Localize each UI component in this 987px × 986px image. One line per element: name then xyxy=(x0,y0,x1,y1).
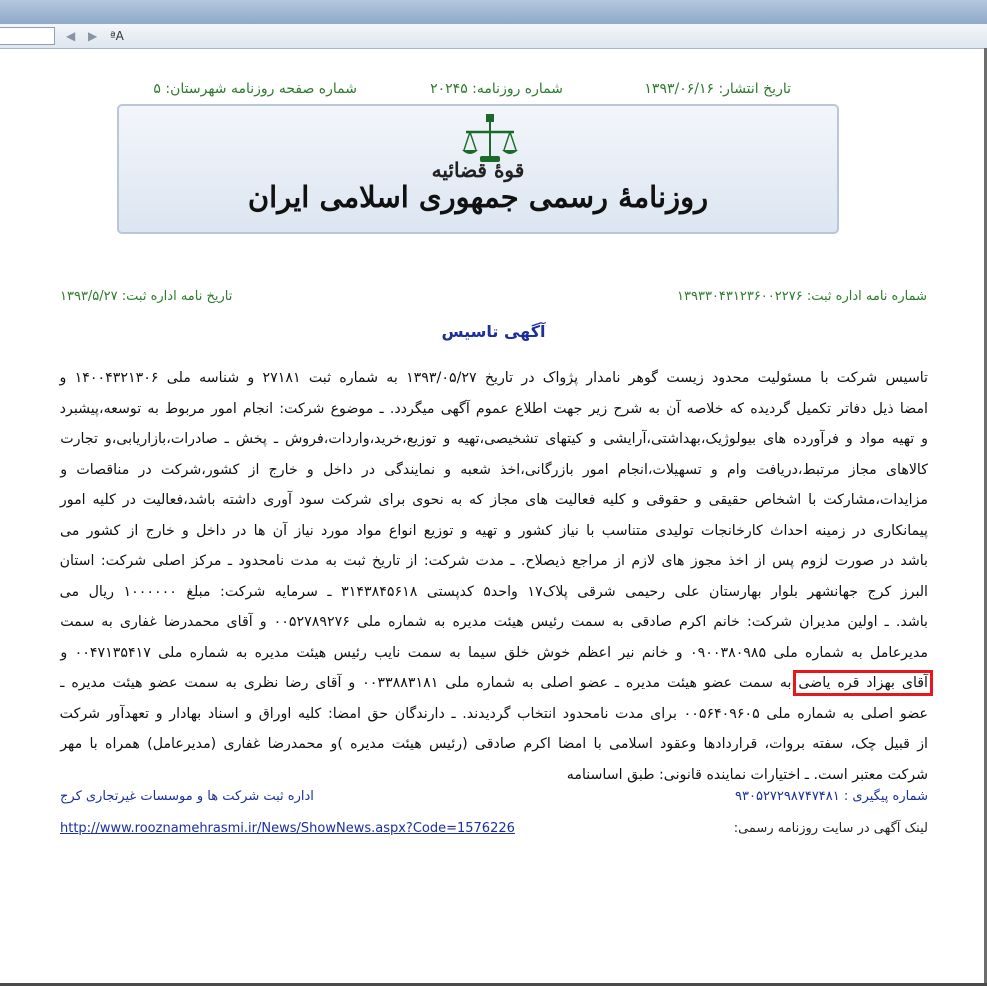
highlighted-name: آقای بهزاد قره یاضی xyxy=(798,675,928,691)
body-line: مدیرعامل به شماره ملی ۰۹۰۰۳۸۰۹۸۵ و خانم نیر اعظم خوش خلق سیما به سمت نایب رئیس هیئت مدیره به شماره ملی ۰۰۴۷۱۳۵۴۱۷ و xyxy=(60,644,928,661)
forward-icon[interactable]: ▶ xyxy=(88,29,98,43)
registration-letter-date: تاریخ نامه اداره ثبت: ۱۳۹۳/۵/۲۷ xyxy=(60,289,233,304)
ad-title: آگهی تاسیس xyxy=(441,322,546,341)
ad-link[interactable]: http://www.rooznamehrasmi.ir/News/ShowNews.aspx?Code=1576226 xyxy=(60,821,515,836)
city-page-number: شماره صفحه روزنامه شهرستان: ۵ xyxy=(153,81,357,97)
registration-office: اداره ثبت شرکت ها و موسسات غیرتجاری کرج xyxy=(60,789,314,804)
body-line: تاسیس شرکت با مسئولیت محدود زیست گوهر نامدار پژواک در تاریخ ۱۳۹۳/۰۵/۲۷ به شماره ثبت ۲۷۱۸۱ و شناسه ملی ۱۴۰۰۴۳۲۱۳۰۶ و xyxy=(59,370,928,386)
body-line: البرز کرج جهانشهر بلوار بهارستان علی رحیمی شرقی پلاک۱۷ واحد۵ کدپستی ۳۱۴۳۸۴۵۶۱۸ ـ سرمایه شرکت: مبلغ ۱۰۰۰۰۰۰ ریال می xyxy=(59,583,928,600)
back-icon[interactable]: ◀ xyxy=(66,29,76,43)
publish-date: تاریخ انتشار: ۱۳۹۳/۰۶/۱۶ xyxy=(644,81,791,97)
body-line: کالاهای مجاز مرتبط،دریافت وام و تسهیلات،انجام امور بازرگانی،اخذ شعبه و نمایندگی در داخل و خارج از کشور،شرکت در مناقصات و xyxy=(60,461,928,478)
body-line: و تهیه مواد و فرآورده های بیولوژیک،بهداشتی،آرایشی و کیتهای تشخیصی،تهیه و توزیع،خرید،واردات،فروش ـ پخش ـ صادرات،بازاریابی،و تجارت xyxy=(60,431,928,447)
newspaper-number: شماره روزنامه: ۲۰۲۴۵ xyxy=(430,81,563,97)
body-line: باشد. ـ اولین مدیران شرکت: خانم اکرم صادقی به سمت رئیس هیئت مدیره به شماره ملی ۰۰۵۲۷۸۹۲۷۶ و آقای محمدرضا غفاری به سمت xyxy=(60,614,928,630)
body-line: شرکت معتبر است. ـ اختیارات نماینده قانونی: طبق اساسنامه xyxy=(566,766,928,783)
masthead-banner xyxy=(117,104,839,234)
translate-icon[interactable]: ªA xyxy=(110,29,124,43)
ad-link-label: لینک آگهی در سایت روزنامه رسمی: xyxy=(733,821,928,836)
ad-body xyxy=(60,363,928,790)
body-line: باشد در صورت لزوم پس از اخذ مجوز های لازم از مراجع ذیصلاح. ـ مدت شرکت: از تاریخ ثبت به مدت نامحدود ـ مرکز اصلی شرکت: استان xyxy=(59,553,928,569)
judiciary-label: قوهٔ قضائیه xyxy=(431,158,525,182)
body-line: پیمانکاری در زمینه احداث کارخانجات تولیدی متناسب با نیاز کشور و تهیه و توزیع انواع مواد مورد نیاز آن ها در داخل و خارج از کشور می xyxy=(59,522,928,539)
tracking-number: شماره پیگیری : ۹۳۰۵۲۷۲۹۸۷۴۷۴۸۱ xyxy=(735,789,928,804)
registration-letter-number: شماره نامه اداره ثبت: ۱۳۹۳۳۰۴۳۱۲۳۶۰۰۲۲۷۶ xyxy=(677,289,927,304)
address-field[interactable] xyxy=(0,27,55,45)
body-line-rest: به سمت عضو هیئت مدیره ـ عضو اصلی به شماره ملی ۰۰۳۳۸۸۳۱۸۱ و آقای رضا نظری به سمت عضو هیئت مدیره ـ xyxy=(60,675,799,691)
browser-toolbar xyxy=(0,24,987,49)
newspaper-masthead: روزنامهٔ رسمی جمهوری اسلامی ایران xyxy=(247,180,709,214)
body-line: مزایدات،مشارکت با اشخاص حقیقی و حقوقی و کلیه فعالیت های مجاز که به نحوی برای شرکت سود آوری داشته باشد،فعالیت در کلیه امور xyxy=(59,492,928,508)
body-line-highlighted xyxy=(60,668,928,699)
body-line: از قبیل چک، سفته بروات، قراردادها وعقود اسلامی با امضا اکرم صادقی (رئیس هیئت مدیره )و محمدرضا غفاری (مدیرعامل) همراه با مهر xyxy=(60,736,928,752)
body-line: عضو اصلی به شماره ملی ۰۰۵۶۴۰۹۶۰۵ برای مدت نامحدود انتخاب گردیدند. ـ دارندگان حق امضا: کلیه اوراق و اسناد بهادار و تعهدآور شرکت xyxy=(59,705,928,722)
body-line: امضا ذیل دفاتر تکمیل گردیده که خلاصه آن به شرح زیر جهت اطلاع عموم آگهی میگردد. ـ موضوع شرکت: انجام امور مربوط به توسعه،پیشبرد xyxy=(59,400,928,417)
window-titlebar xyxy=(0,0,987,24)
